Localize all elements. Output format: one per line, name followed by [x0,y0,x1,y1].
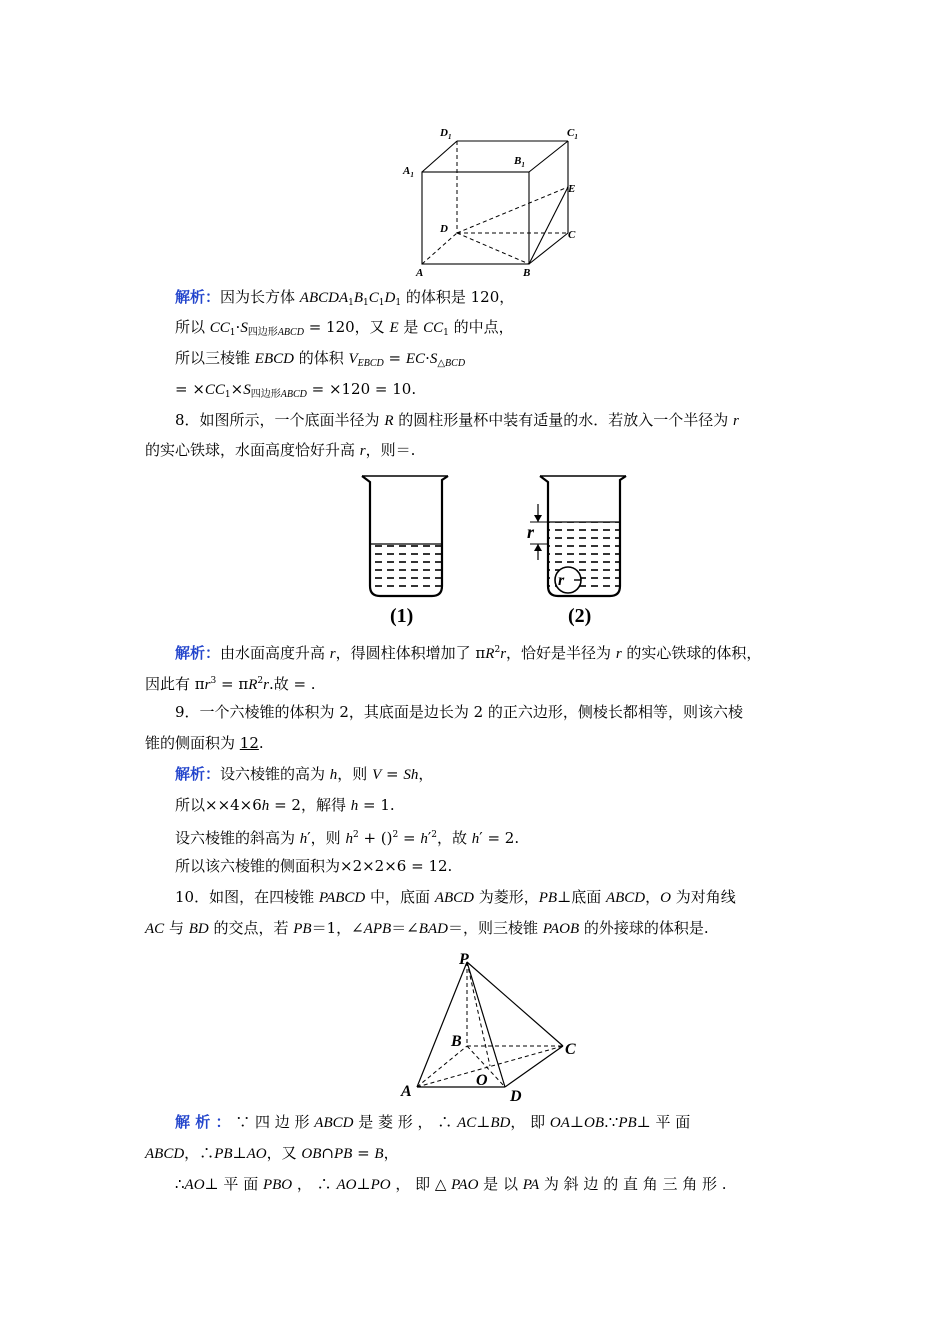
solution-keyword: 解析： [175,644,221,662]
svg-text:A1: $A_1$ [403,165,414,179]
sol10-line1: 解 析 ： ∵ 四 边 形 ABCD 是 菱 形 ， ∴ AC⊥BD， 即 OA⊥OB.∵PB⊥ 平 面 [175,1113,691,1131]
label-A1: A [403,165,411,177]
pyramid-figure [395,950,595,1105]
label-D: D [440,223,448,235]
q9-line1: 9．一个六棱锥的体积为 2，其底面是边长为 2 的正六边形，侧棱长都相等，则该六棱 [175,703,743,721]
label-C: C [565,1041,576,1058]
sol7-line1: 解析：因为长方体 $ABCDA_1B_1C_1D_1$ 的体积是 120， [175,288,515,308]
solution-keyword: 解析： [175,288,221,306]
sol10-line3: ∴AO⊥ 平 面 PBO ， ∴ AO⊥PO ， 即 △ PAO 是 以 PA 为 斜 边 的 直 角 三 角 形 . [175,1175,727,1193]
edge-BE [529,187,568,264]
q8-line1: 8．如图所示，一个底面半径为 R 的圆柱形量杯中装有适量的水．若放入一个半径为 r [175,411,739,429]
q9-line2: 锥的侧面积为 12. [145,734,264,752]
svg-text:B1: $B_1$ [514,155,525,169]
label-B: B [451,1033,462,1050]
sol8-line2: 因此有 $\pi r^3 = \pi R^2r$.故 = . [145,675,316,693]
label-C1: C [567,127,575,139]
sol7-line4: = $\times CC_1\times S_{四边形ABCD} = \times 120 = 10$. [175,380,417,400]
solution-keyword: 解析： [175,765,221,783]
ball-radius-label: r [558,572,565,589]
beaker-1-label: (1) [390,605,414,627]
sol9-line2: 所以××4×6h = 2，解得 h = 1. [175,796,395,814]
label-C: C [568,229,576,241]
sol7-line2: 所以 $CC_1\cdot S_{四边形ABCD} = 120$，又 E 是 $CC_1$ 的中点， [175,318,514,338]
beakers-figure [350,470,640,630]
label-A: A [416,267,424,279]
beaker-2-label: (2) [568,605,592,627]
label-O: O [476,1072,488,1089]
label-B1: B [514,155,522,167]
beaker-1 [362,476,448,627]
q9-answer: 12 [239,734,259,752]
label-D1: D [440,127,448,139]
q8-line2: 的实心铁球，水面高度恰好升高 r，则＝. [145,441,416,459]
sol10-line2: ABCD，∴PB⊥AO，又 OB∩PB = B， [145,1144,399,1162]
solution-keyword: 解 析 ： [175,1113,231,1131]
label-D: D [510,1088,522,1105]
q10-line2: AC 与 BD 的交点，若 PB＝1，∠APB＝∠BAD＝，则三棱锥 PAOB 的外接球的体积是. [145,919,709,937]
label-P: P [459,951,469,968]
sol7-line3: 所以三棱锥 EBCD 的体积 $V_{EBCD} = EC\cdot S_{\triangle BCD}$ [175,349,466,369]
label-E: E [568,183,576,195]
sol9-line3: 设六棱锥的斜高为 h′，则 $h^2 + ()^2 = h'^2$，故 h′ = 2. [175,829,520,847]
rise-label: r [527,522,535,542]
beaker-2 [527,476,626,627]
svg-text:D1: $D_1$ [440,127,452,141]
label-B: B [523,267,531,279]
svg-text:C1: $C_1$ [567,127,578,141]
sol9-line4: 所以该六棱锥的侧面积为×2×2×6 = 12. [175,857,453,875]
q10-line1: 10．如图，在四棱锥 PABCD 中，底面 ABCD 为菱形，PB⊥底面 ABCD，O 为对角线 [175,888,736,906]
sol9-line1: 解析：设六棱锥的高为 h，则 V = Sh， [175,765,434,783]
box-figure [400,122,590,280]
sol8-line1: 解析：由水面高度升高 r，得圆柱体积增加了 $\pi R^2r$，恰好是半径为 r 的实心铁球的体积， [175,644,762,662]
label-A: A [401,1083,412,1100]
